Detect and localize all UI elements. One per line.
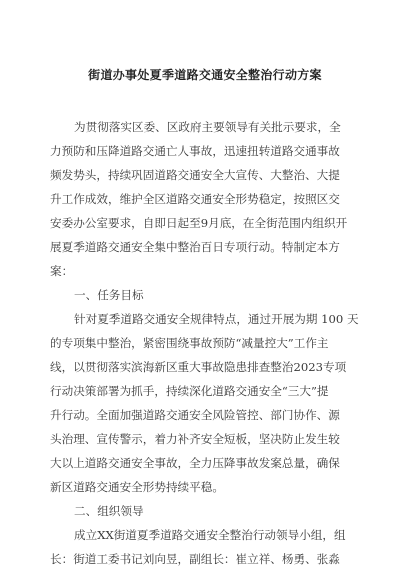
paragraph-line: 的专项集中整治，紧密围绕事故预防“减量控大”工作主	[50, 336, 329, 350]
paragraph-line: 为贯彻落实区委、区政府主要领导有关批示要求，全	[74, 120, 341, 134]
paragraph-line: 升工作成效，维护全区道路交通安全形势稳定，按照区交	[50, 192, 340, 206]
section-heading: 二、组织领导	[74, 504, 144, 518]
paragraph-line: 针对夏季道路交通安全规律特点，通过开展为期 100 天	[74, 312, 359, 326]
document-title: 街道办事处夏季道路交通安全整治行动方案	[88, 68, 322, 82]
paragraph-line: 频发势头，持续巩固道路交通安全大宣传、大整治、大提	[50, 168, 340, 182]
paragraph-line: 力预防和压降道路交通亡人事故，迅速扭转道路交通事故	[50, 144, 340, 158]
paragraph-line: 成立XX街道夏季道路交通安全整治行动领导小组，组	[74, 528, 346, 542]
paragraph-line: 头治理、宣传警示，着力补齐安全短板，坚决防止发生较	[50, 432, 340, 446]
paragraph-line: 大以上道路交通安全事故，全力压降事故发案总量，确保	[50, 456, 340, 470]
paragraph-line: 长：街道工委书记刘向昱，副组长：崔立祥、杨勇、张淼	[50, 552, 340, 566]
paragraph-line: 线，以贯彻落实滨海新区重大事故隐患排查整治2023专项	[50, 360, 347, 374]
paragraph-line: 安委办公室要求，自即日起至9月底，在全街范围内组织开	[50, 216, 348, 230]
paragraph-line: 展夏季道路交通安全集中整治百日专项行动。特制定本方	[50, 240, 340, 254]
paragraph-line: 升行动。全面加强道路交通安全风险管控、部门协作、源	[50, 408, 340, 422]
paragraph-line: 新区道路交通安全形势持续平稳。	[50, 480, 224, 494]
paragraph-line: 行动决策部署为抓手，持续深化道路交通安全“三大”提	[50, 384, 329, 398]
section-heading: 一、任务目标	[74, 288, 144, 302]
paragraph-line: 案：	[50, 264, 74, 278]
